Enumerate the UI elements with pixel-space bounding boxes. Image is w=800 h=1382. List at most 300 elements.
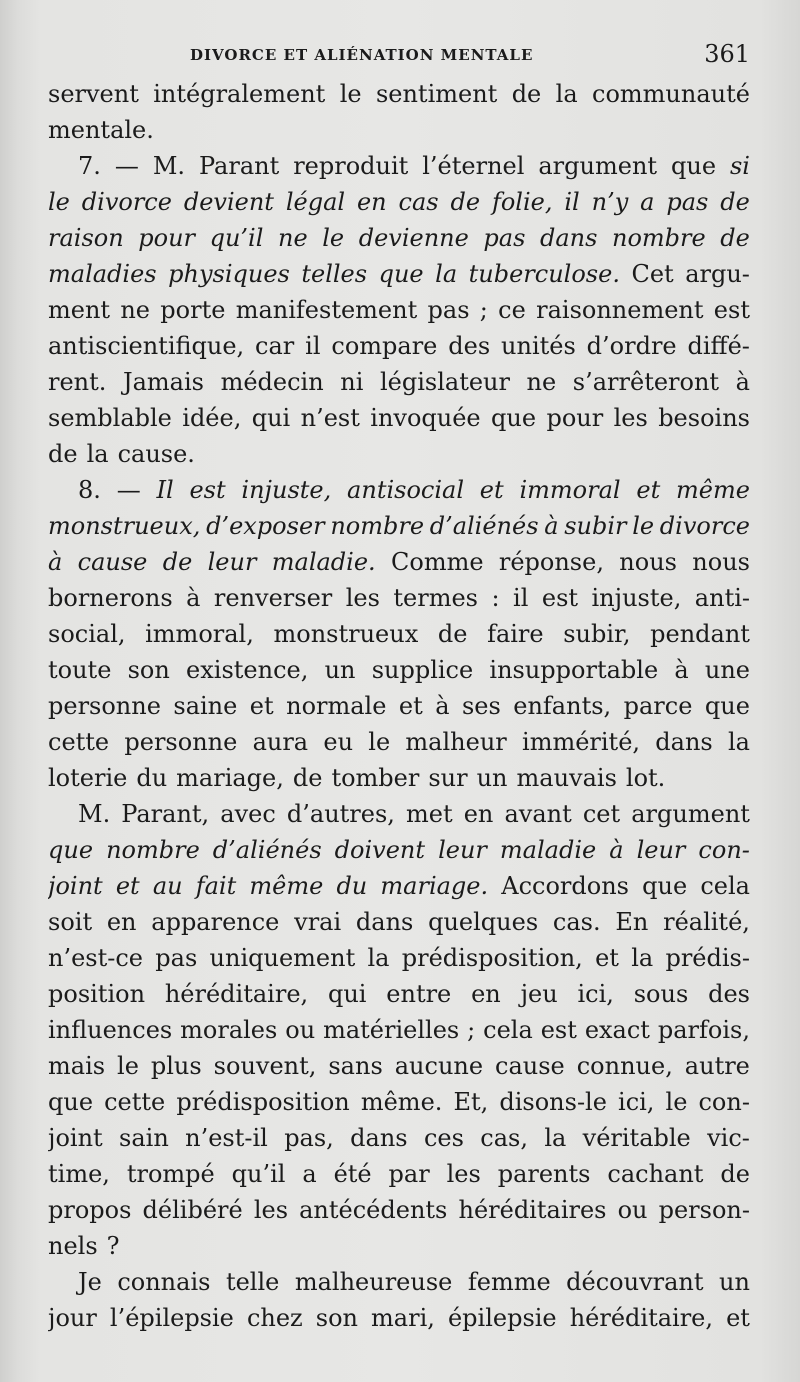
word: un <box>476 764 508 792</box>
word: nombre <box>612 224 706 252</box>
text-line <box>48 508 750 544</box>
word: monstrueux, <box>48 512 201 540</box>
word: cela <box>483 1016 533 1044</box>
word: cas, <box>480 1124 528 1152</box>
word: le <box>632 512 655 540</box>
word: injuste, <box>591 584 682 612</box>
text-line <box>48 796 750 832</box>
word: femme <box>467 1268 551 1296</box>
word: quelques <box>428 908 539 936</box>
word: divorce <box>81 188 172 216</box>
word: personne <box>124 728 238 756</box>
word: l’épilepsie <box>109 1304 234 1332</box>
text-line <box>48 832 750 868</box>
word: nous <box>692 548 750 576</box>
word: cause <box>495 1052 565 1080</box>
word: été <box>333 1160 372 1188</box>
word: si <box>729 152 750 180</box>
word: mariage. <box>380 872 489 900</box>
word: de <box>292 764 323 792</box>
text-line <box>48 724 750 760</box>
word: que <box>491 404 537 432</box>
word: con- <box>698 836 750 864</box>
word: M. <box>152 152 186 180</box>
word: de <box>720 1160 750 1188</box>
word: ni <box>340 368 364 396</box>
word: communauté <box>592 80 750 108</box>
word: même <box>676 476 750 504</box>
word: souvent, <box>213 1052 317 1080</box>
word: propos <box>48 1196 132 1224</box>
word: en <box>471 980 501 1008</box>
word: ses <box>461 692 501 720</box>
word: ne <box>120 296 151 324</box>
word: diffé- <box>687 332 750 360</box>
word: ici, <box>577 980 614 1008</box>
word: servent <box>48 80 139 108</box>
word: maladie <box>499 836 597 864</box>
word: du <box>136 764 168 792</box>
word: les <box>613 404 648 432</box>
text-line <box>48 1300 750 1336</box>
word: lot. <box>625 764 666 792</box>
word: monstrueux <box>273 620 419 648</box>
word: loterie <box>48 764 128 792</box>
word: ne <box>526 368 557 396</box>
word: connue, <box>576 1052 673 1080</box>
word: tomber <box>331 764 420 792</box>
text-line <box>48 1120 750 1156</box>
word: met <box>406 800 453 828</box>
word: apparence <box>151 908 280 936</box>
word: injuste, <box>241 476 332 504</box>
word: qu’il <box>209 224 264 252</box>
word: connais <box>117 1268 211 1296</box>
word: que <box>704 692 750 720</box>
body-text <box>48 76 750 1336</box>
word: car <box>255 332 295 360</box>
word: prédisposition, <box>401 944 583 972</box>
word: pas <box>666 188 709 216</box>
word: devient <box>183 188 274 216</box>
word: cause <box>77 548 148 576</box>
word: dans <box>539 224 598 252</box>
word: cette <box>48 728 110 756</box>
word: avec <box>220 800 276 828</box>
word: influences <box>48 1016 173 1044</box>
word: à <box>544 512 559 540</box>
word: ? <box>106 1232 120 1260</box>
word: joint <box>48 872 103 900</box>
word: plus <box>150 1052 202 1080</box>
word: même. <box>360 1088 443 1116</box>
word: devienne <box>358 224 469 252</box>
word: n’est <box>300 404 360 432</box>
word: a <box>640 188 655 216</box>
word: n’est-ce <box>48 944 144 972</box>
word: dans <box>355 908 414 936</box>
word: est <box>713 296 750 324</box>
word: d’exposer <box>206 512 325 540</box>
word: En <box>615 908 649 936</box>
text-line <box>48 1012 750 1048</box>
word: mais <box>48 1052 106 1080</box>
word: le <box>117 1052 139 1080</box>
word: bornerons <box>48 584 173 612</box>
word: des <box>448 332 491 360</box>
word: maladies <box>48 260 157 288</box>
word: il <box>564 188 580 216</box>
word: le <box>339 80 362 108</box>
word: héréditaires <box>458 1196 607 1224</box>
word: réalité, <box>663 908 750 936</box>
word: qui <box>327 980 367 1008</box>
word: fait <box>195 872 237 900</box>
word: son <box>127 656 170 684</box>
word: cet <box>582 800 621 828</box>
word: pas <box>427 296 470 324</box>
word: pour <box>546 404 604 432</box>
word: parfois, <box>657 1016 750 1044</box>
word: les <box>253 1196 289 1224</box>
word: semblable <box>48 404 172 432</box>
word: Et, <box>453 1088 489 1116</box>
word: malheur <box>405 728 507 756</box>
word: sur <box>428 764 468 792</box>
word: mentale. <box>48 116 154 144</box>
word: vrai <box>294 908 342 936</box>
word: reproduit <box>293 152 409 180</box>
word: argument <box>538 152 658 180</box>
word: véritable <box>582 1124 691 1152</box>
word: ou <box>617 1196 648 1224</box>
word: l’éternel <box>422 152 525 180</box>
word: légal <box>285 188 346 216</box>
word: d’aliénés <box>212 836 322 864</box>
word: ici, <box>618 1088 655 1116</box>
word: disons-le <box>499 1088 607 1116</box>
word: la <box>544 1124 567 1152</box>
word: ; <box>479 296 488 324</box>
text-line <box>48 472 750 508</box>
word: supplice <box>371 656 474 684</box>
word: qu’il <box>231 1160 286 1188</box>
word: chez <box>246 1304 303 1332</box>
text-line <box>48 328 750 364</box>
word: est <box>540 1016 577 1044</box>
word: un <box>719 1268 750 1296</box>
word: Comme <box>391 548 484 576</box>
page-number: 361 <box>704 40 750 68</box>
text-line <box>48 760 750 796</box>
word: compare <box>331 332 438 360</box>
text-line <box>48 868 750 904</box>
word: dans <box>350 1124 408 1152</box>
word: Parant, <box>121 800 210 828</box>
word: médecin <box>220 368 324 396</box>
running-head <box>190 40 750 70</box>
word: épilepsie <box>447 1304 557 1332</box>
text-line <box>48 544 750 580</box>
text-line <box>48 904 750 940</box>
text-line <box>48 580 750 616</box>
word: il <box>513 584 529 612</box>
word: argument <box>631 800 750 828</box>
word: immoral <box>519 476 621 504</box>
word: Je <box>78 1268 102 1296</box>
word: raison <box>48 224 124 252</box>
word: n’y <box>591 188 629 216</box>
word: personne <box>48 692 161 720</box>
word: la <box>435 260 458 288</box>
word: joint <box>48 1124 103 1152</box>
word: mariage, <box>176 764 284 792</box>
word: jeu <box>520 980 558 1008</box>
word: le <box>48 188 70 216</box>
word: son <box>315 1304 358 1332</box>
word: que <box>48 1088 94 1116</box>
word: raisonnement <box>536 296 704 324</box>
word: le <box>665 1088 688 1116</box>
word: : <box>491 584 500 612</box>
word: ce <box>498 296 526 324</box>
word: parce <box>623 692 693 720</box>
word: pas, <box>284 1124 334 1152</box>
word: anti- <box>694 584 750 612</box>
word: est <box>541 584 579 612</box>
word: la <box>367 944 390 972</box>
word: cas. <box>552 908 601 936</box>
text-line <box>48 652 750 688</box>
word: en <box>106 908 137 936</box>
word: antécédents <box>299 1196 448 1224</box>
text-line <box>48 1228 750 1264</box>
word: que <box>378 260 424 288</box>
word: que <box>48 836 94 864</box>
word: eu <box>323 728 354 756</box>
word: unités <box>501 332 576 360</box>
word: intégralement <box>153 80 326 108</box>
word: position <box>48 980 146 1008</box>
word: 8. <box>78 476 101 504</box>
word: s’arrêteront <box>572 368 720 396</box>
word: pour <box>138 224 196 252</box>
word: de <box>720 224 750 252</box>
word: à <box>48 548 63 576</box>
word: sain <box>119 1124 169 1152</box>
word: trompé <box>126 1160 215 1188</box>
text-line <box>48 184 750 220</box>
text-line <box>48 76 750 112</box>
text-line <box>48 112 750 148</box>
word: en <box>463 800 494 828</box>
text-line <box>48 1084 750 1120</box>
word: que <box>671 152 717 180</box>
word: découvrant <box>566 1268 704 1296</box>
word: de <box>437 620 468 648</box>
word: soit <box>48 908 93 936</box>
running-title: DIVORCE ET ALIÉNATION MENTALE <box>190 46 534 64</box>
word: argu- <box>685 260 750 288</box>
word: ; <box>467 1016 476 1044</box>
word: héréditaire, <box>569 1304 714 1332</box>
word: ces <box>423 1124 464 1152</box>
word: invoquée <box>370 404 481 432</box>
word: et <box>726 1304 750 1332</box>
word: immoral, <box>145 620 254 648</box>
word: nels <box>48 1232 98 1260</box>
text-line <box>48 940 750 976</box>
word: termes <box>393 584 478 612</box>
word: subir, <box>563 620 631 648</box>
word: et <box>115 872 140 900</box>
word: la <box>555 80 578 108</box>
word: sans <box>328 1052 383 1080</box>
word: est <box>189 476 226 504</box>
word: héréditaire, <box>164 980 309 1008</box>
word: leur <box>636 836 686 864</box>
word: Accordons <box>501 872 629 900</box>
text-line <box>48 616 750 652</box>
word: telles <box>301 260 368 288</box>
word: de <box>720 188 750 216</box>
word: aura <box>252 728 309 756</box>
word: des <box>708 980 750 1008</box>
word: 7. <box>78 152 101 180</box>
word: prédis- <box>665 944 750 972</box>
word: maladie. <box>271 548 376 576</box>
word: M. <box>78 800 111 828</box>
text-line <box>48 292 750 328</box>
word: ne <box>277 224 308 252</box>
word: doivent <box>334 836 426 864</box>
word: le <box>368 728 391 756</box>
word: en <box>356 188 387 216</box>
word: il <box>305 332 321 360</box>
word: tuberculose. <box>468 260 620 288</box>
word: person- <box>658 1196 750 1224</box>
word: le <box>322 224 345 252</box>
word: cachant <box>607 1160 704 1188</box>
word: de <box>511 80 542 108</box>
word: sous <box>633 980 689 1008</box>
word: porte <box>160 296 226 324</box>
word: à <box>186 584 201 612</box>
word: d’autres, <box>286 800 395 828</box>
word: à <box>609 836 624 864</box>
word: saine <box>173 692 238 720</box>
word: les <box>345 584 380 612</box>
word: enfants, <box>513 692 612 720</box>
word: nous <box>619 548 677 576</box>
word: au <box>152 872 183 900</box>
word: existence, <box>186 656 309 684</box>
word: ment <box>48 296 111 324</box>
word: antisocial <box>347 476 464 504</box>
word: uniquement <box>209 944 356 972</box>
word: et <box>479 476 504 504</box>
word: les <box>446 1160 481 1188</box>
word: n’est-il <box>185 1124 268 1152</box>
word: une <box>704 656 750 684</box>
word: et <box>636 476 661 504</box>
word: matérielles <box>323 1016 460 1044</box>
word: Jamais <box>122 368 204 396</box>
word: à <box>435 692 450 720</box>
word: parents <box>497 1160 591 1188</box>
word: délibéré <box>142 1196 243 1224</box>
word: cause. <box>117 440 195 468</box>
word: renverser <box>213 584 333 612</box>
text-line <box>48 400 750 436</box>
word: qui <box>251 404 291 432</box>
word: réponse, <box>498 548 604 576</box>
word: avant <box>504 800 572 828</box>
text-line <box>48 256 750 292</box>
word: prédisposition <box>176 1088 350 1116</box>
word: antiscientifique, <box>48 332 245 360</box>
word: insupportable <box>489 656 659 684</box>
word: toute <box>48 656 112 684</box>
word: et <box>595 944 619 972</box>
word: cela <box>700 872 750 900</box>
word: même <box>249 872 324 900</box>
word: sentiment <box>375 80 498 108</box>
text-line <box>48 364 750 400</box>
word: pas <box>483 224 526 252</box>
word: Cet <box>631 260 674 288</box>
word: la <box>631 944 654 972</box>
word: pendant <box>650 620 750 648</box>
word: du <box>336 872 368 900</box>
word: vic- <box>707 1124 750 1152</box>
word: exact <box>584 1016 650 1044</box>
text-line <box>48 976 750 1012</box>
word: mari, <box>371 1304 435 1332</box>
word: pas <box>155 944 198 972</box>
word: à <box>735 368 750 396</box>
word: et <box>249 692 274 720</box>
word: de <box>450 188 481 216</box>
word: entre <box>386 980 452 1008</box>
word: à <box>674 656 689 684</box>
word: leur <box>438 836 487 864</box>
word: — <box>114 152 139 180</box>
word: cas <box>398 188 439 216</box>
text-line <box>48 436 750 472</box>
word: subir <box>564 512 627 540</box>
word: besoins <box>658 404 750 432</box>
word: et <box>398 692 423 720</box>
word: — <box>116 476 141 504</box>
word: d’aliénés <box>429 512 539 540</box>
word: nombre <box>106 836 200 864</box>
word: rent. <box>48 368 107 396</box>
word: physiques <box>168 260 290 288</box>
word: divorce <box>659 512 750 540</box>
word: time, <box>48 1160 110 1188</box>
word: d’ordre <box>586 332 677 360</box>
word: morales <box>180 1016 278 1044</box>
word: mauvais <box>516 764 617 792</box>
word: que <box>642 872 688 900</box>
word: de <box>48 440 78 468</box>
word: jour <box>48 1304 97 1332</box>
word: con- <box>698 1088 750 1116</box>
word: autre <box>684 1052 750 1080</box>
word: social, <box>48 620 126 648</box>
word: idée, <box>182 404 242 432</box>
